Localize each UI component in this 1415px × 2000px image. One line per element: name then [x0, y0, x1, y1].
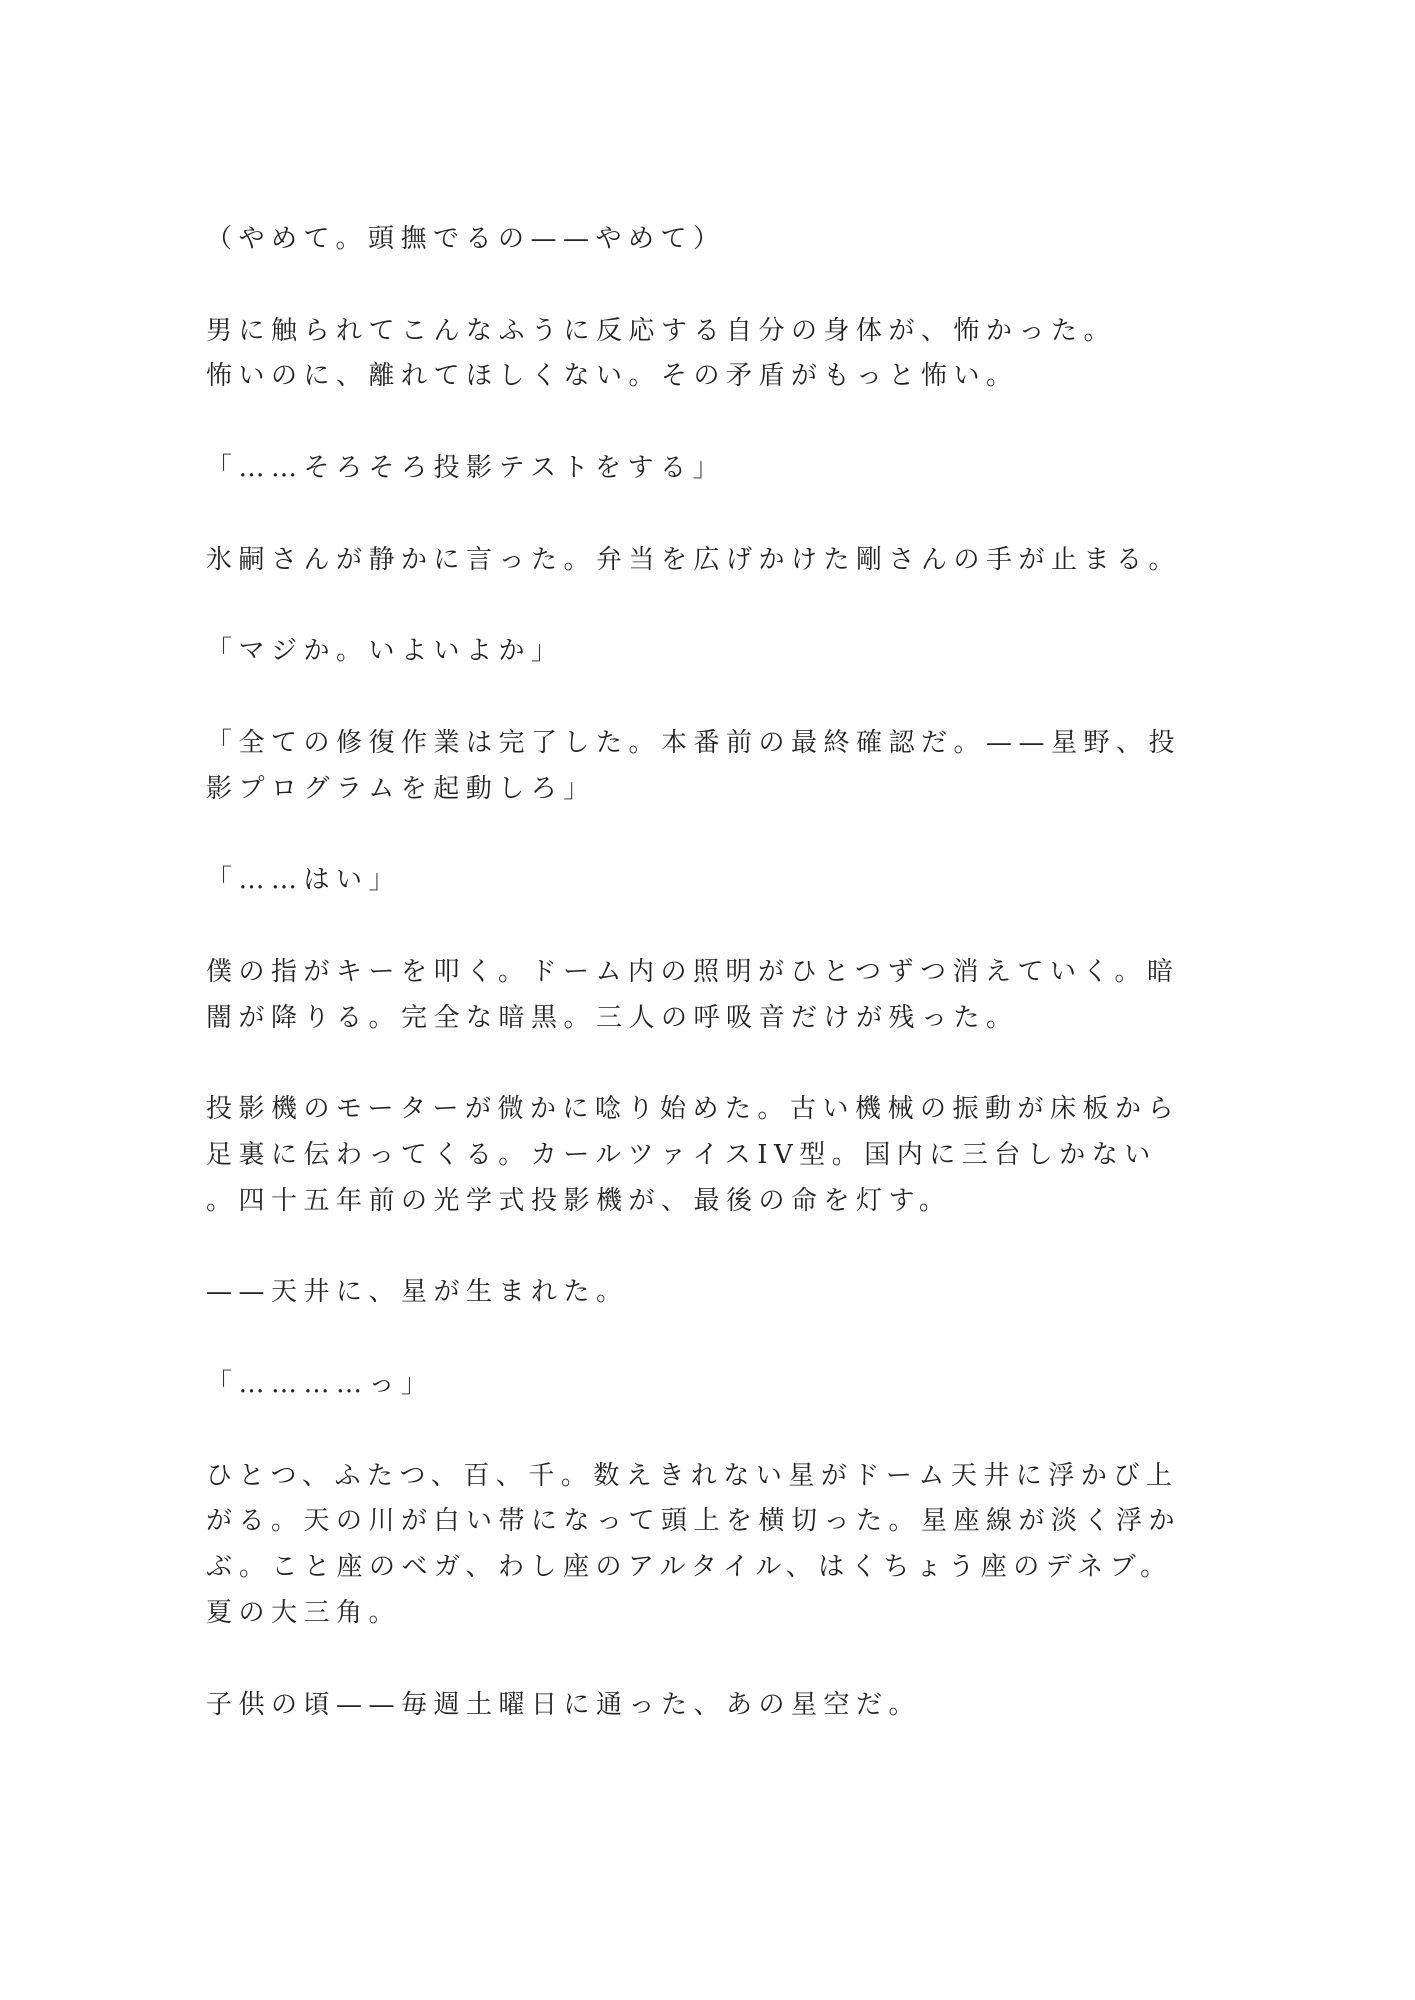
paragraph [206, 309, 1206, 401]
document-body [206, 217, 1206, 1774]
paragraph [206, 217, 1206, 263]
paragraph [206, 446, 1206, 492]
paragraph [206, 1362, 1206, 1408]
paragraph [206, 538, 1206, 584]
text-line: 「…………っ」 [206, 1368, 434, 1399]
paragraph [206, 950, 1206, 1042]
paragraph [206, 721, 1206, 813]
paragraph [206, 858, 1206, 904]
paragraph [206, 629, 1206, 675]
text-line: （やめて。頭撫でるの——やめて） [206, 224, 726, 254]
text-line: 夏の大三角。 [206, 1597, 402, 1628]
text-line: 「……そろそろ投影テストをする」 [206, 452, 725, 483]
text-line: がる。天の川が白い帯になって頭上を横切った。星座線が淡く浮か [206, 1506, 1182, 1537]
text-line: 投影機のモーターが微かに唸り始めた。古い機械の振動が床板から [206, 1094, 1180, 1125]
text-line: ——天井に、星が生まれた。 [206, 1277, 629, 1308]
text-line: 怖いのに、離れてほしくない。その矛盾がもっと怖い。 [206, 361, 1019, 392]
text-line: ぶ。こと座のベガ、わし座のアルタイル、はくちょう座のデネブ。 [206, 1552, 1173, 1583]
text-line: 「全ての修復作業は完了した。本番前の最終確認だ。——星野、投 [206, 727, 1182, 758]
text-line: 氷嗣さんが静かに言った。弁当を広げかけた剛さんの手が止まる。 [206, 544, 1182, 575]
paragraph [206, 1454, 1206, 1637]
text-line: 「マジか。いよいよか」 [206, 636, 564, 667]
paragraph [206, 1087, 1206, 1224]
text-line: 。四十五年前の光学式投影機が、最後の命を灯す。 [206, 1185, 952, 1216]
text-line: 僕の指がキーを叩く。ドーム内の照明がひとつずつ消えていく。暗 [206, 956, 1180, 987]
text-line: 男に触られてこんなふうに反応する自分の身体が、怖かった。 [206, 315, 1117, 346]
text-line: 影プログラムを起動しろ」 [206, 773, 596, 804]
paragraph [206, 1683, 1206, 1729]
text-line: 「……はい」 [206, 865, 402, 896]
text-line: 子供の頃——毎週土曜日に通った、あの星空だ。 [206, 1689, 922, 1720]
text-line: ひとつ、ふたつ、百、千。数えきれない星がドーム天井に浮かび上 [206, 1460, 1179, 1491]
paragraph [206, 1270, 1206, 1316]
text-line: 闇が降りる。完全な暗黒。三人の呼吸音だけが残った。 [206, 1002, 1019, 1033]
text-line: 足裏に伝わってくる。カールツァイスIV型。国内に三台しかない [206, 1139, 1157, 1170]
